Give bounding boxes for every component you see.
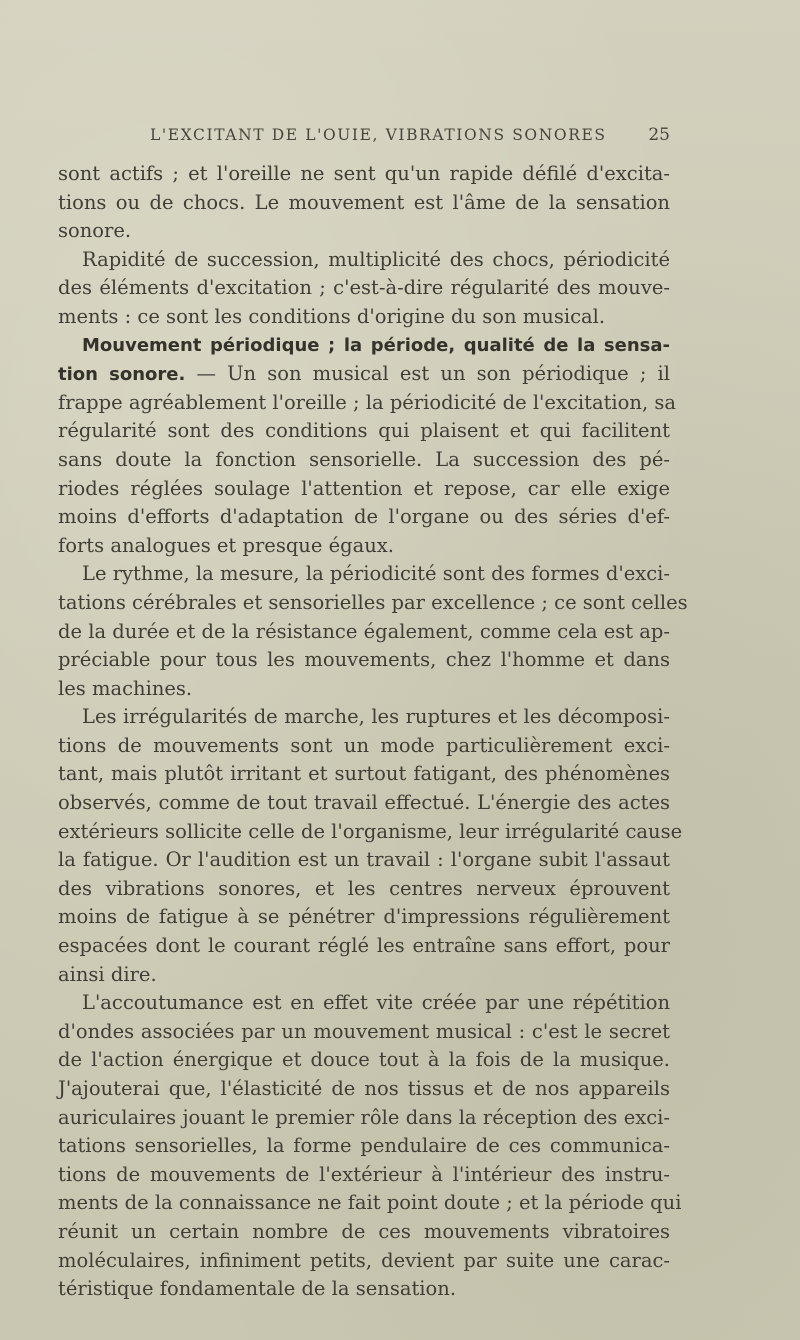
text-line: moléculaires, infiniment petits, devient par suite une carac- (58, 1248, 670, 1272)
text-line: moins d'efforts d'adaptation de l'organe ou des séries d'ef- (58, 505, 670, 529)
text-line: espacées dont le courant réglé les entraîne sans effort, pour (58, 934, 670, 958)
text-line: frappe agréablement l'oreille ; la périodicité de l'excitation, sa (58, 390, 676, 414)
text-line: moins de fatigue à se pénétrer d'impressions régulièrement (58, 905, 670, 929)
text-line: réunit un certain nombre de ces mouvements vibratoires (58, 1219, 670, 1243)
text-line: régularité sont des conditions qui plaisent et qui facilitent (58, 419, 670, 443)
text-line: Les irrégularités de marche, les ruptures et les décomposi- (82, 705, 670, 729)
section-heading: Mouvement périodique ; la période, qualité de la sensa- (82, 334, 670, 356)
text-line: d'ondes associées par un mouvement musical : c'est le secret (58, 1019, 670, 1043)
body-text (58, 160, 688, 1304)
text-line: ments : ce sont les conditions d'origine du son musical. (58, 304, 606, 328)
text-line: tions ou de chocs. Le mouvement est l'âme de la sensation (58, 190, 670, 214)
text-line: préciable pour tous les mouvements, chez l'homme et dans (58, 648, 670, 672)
text-line: téristique fondamentale de la sensation. (58, 1277, 457, 1301)
text-line: auriculaires jouant le premier rôle dans la réception des exci- (58, 1105, 670, 1129)
text-line: sont actifs ; et l'oreille ne sent qu'un rapide défilé d'excita- (58, 162, 670, 185)
text-line: de la durée et de la résistance également, comme cela est ap- (58, 619, 671, 643)
text-line: extérieurs sollicite celle de l'organisme, leur irrégularité cause (58, 819, 683, 843)
text-line: sonore. (58, 219, 132, 243)
text-line: forts analogues et presque égaux. (58, 533, 395, 557)
text-line: des éléments d'excitation ; c'est-à-dire régularité des mouve- (58, 276, 670, 300)
running-head (150, 126, 670, 152)
text-line: des vibrations sonores, et les centres nerveux éprouvent (58, 876, 670, 900)
section-heading-continued: tion sonore. (58, 364, 186, 386)
text-line: L'accoutumance est en effet vite créée par une répétition (82, 991, 670, 1015)
text-line (58, 360, 670, 389)
text-line: de l'action énergique et douce tout à la fois de la musique. (58, 1048, 670, 1072)
text-line: tations sensorielles, la forme pendulaire de ces communica- (58, 1134, 670, 1158)
text-line: J'ajouterai que, l'élasticité de nos tissus et de nos appareils (58, 1077, 670, 1100)
text-line: ainsi dire. (58, 962, 157, 986)
text-line: Rapidité de succession, multiplicité des chocs, périodicité (82, 247, 670, 271)
text-line: sans doute la fonction sensorielle. La succession des pé- (58, 447, 670, 471)
text-line: observés, comme de tout travail effectué. L'énergie des actes (58, 791, 670, 815)
text-line: tations cérébrales et sensorielles par excellence ; ce sont celles (58, 590, 688, 614)
text-line: tions de mouvements de l'extérieur à l'intérieur des instru- (58, 1162, 670, 1186)
text-line: Le rythme, la mesure, la périodicité sont des formes d'exci- (82, 562, 670, 586)
text-line: tions de mouvements sont un mode particulièrement exci- (58, 733, 670, 757)
running-title: L'EXCITANT DE L'OUIE, VIBRATIONS SONORES (150, 126, 607, 144)
text-fragment: — Un son musical est un son périodique ; il (185, 362, 670, 386)
text-line: les machines. (58, 676, 193, 700)
text-line: ments de la connaissance ne fait point doute ; et la période qui (58, 1191, 682, 1215)
text-line: riodes réglées soulage l'attention et repose, car elle exige (58, 476, 670, 500)
text-line: tant, mais plutôt irritant et surtout fatigant, des phénomènes (58, 762, 670, 786)
page-number: 25 (648, 125, 670, 145)
text-line: la fatigue. Or l'audition est un travail : l'organe subit l'assaut (58, 848, 670, 872)
